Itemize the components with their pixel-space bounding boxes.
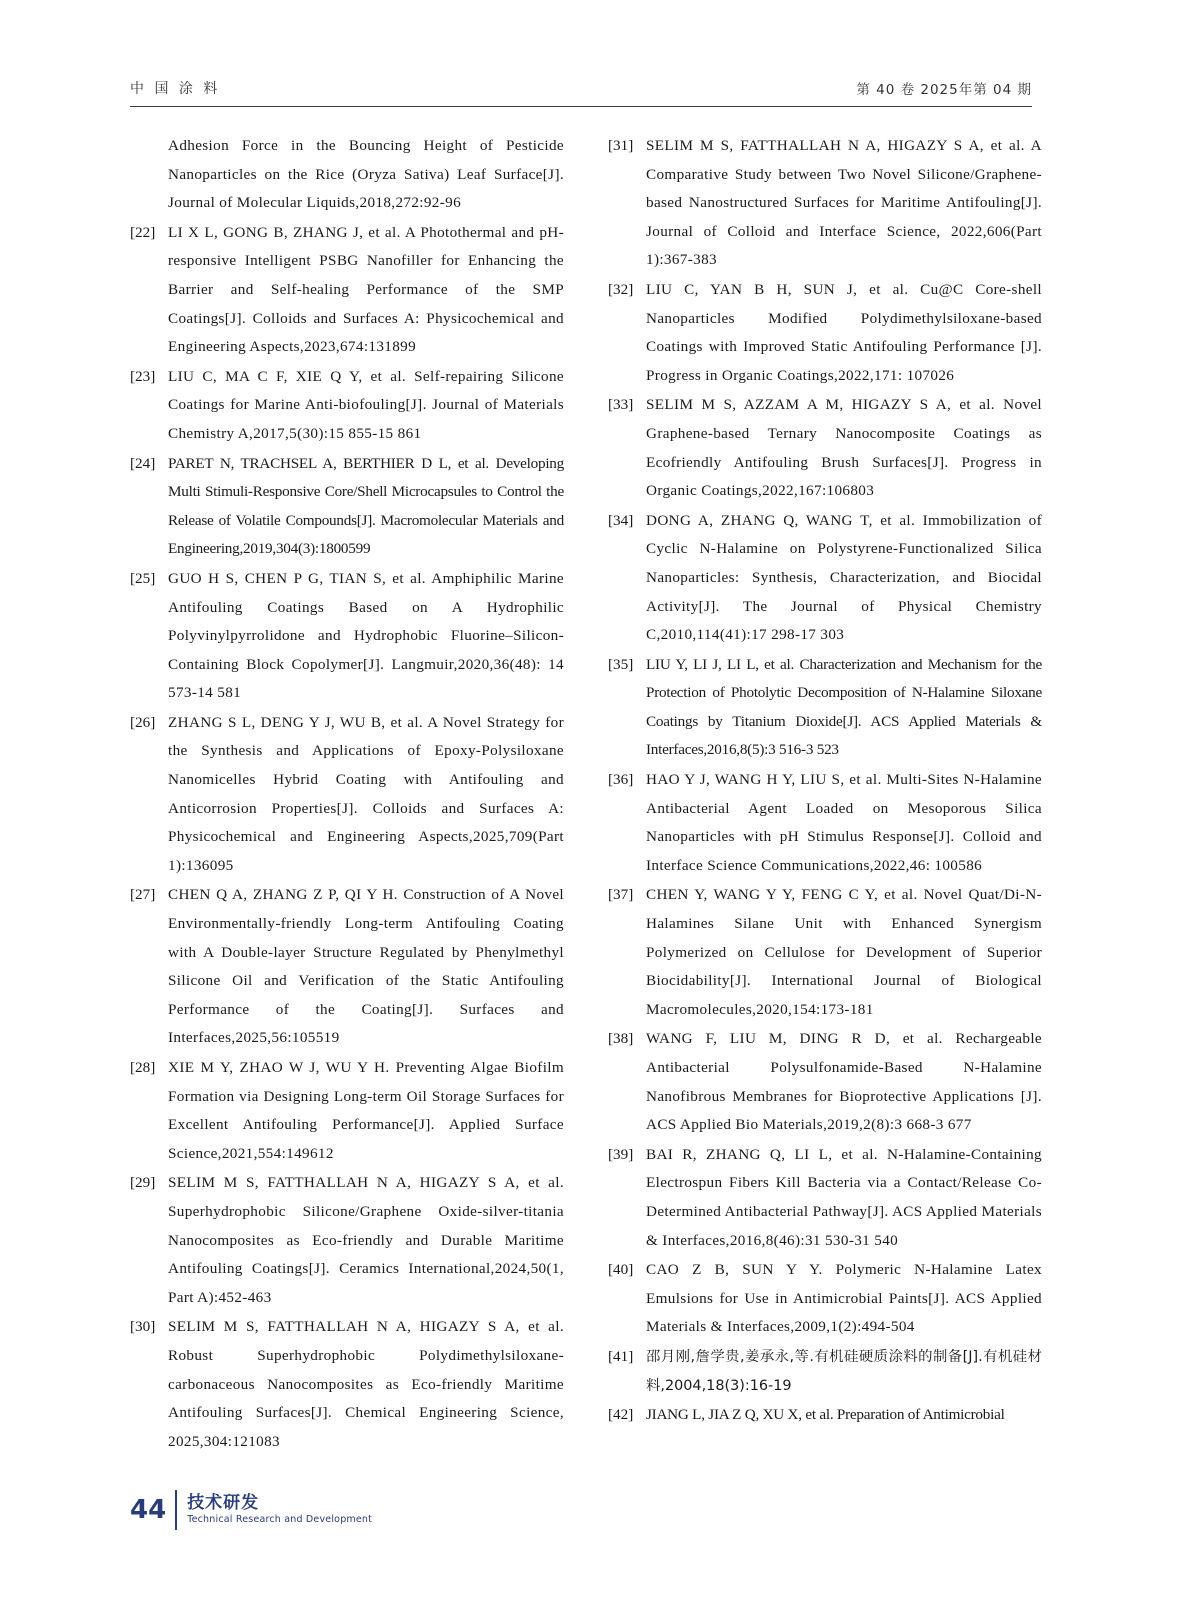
reference-text: LI X L, GONG B, ZHANG J, et al. A Photothermal and pH-responsive Intelligent PSBG Nanofiller for Enhancing the Barrier and Self-healing Performance of the SMP Coatings[J]. Colloids and Surfaces A: Physicochemical and Engineering Aspects,2023,674:131899 [168,223,564,356]
reference-entry [608,1025,1042,1139]
reference-entry [608,391,1042,505]
reference-text: JIANG L, JIA Z Q, XU X, et al. Preparation of Antimicrobial [646,1406,1005,1424]
reference-text: WANG F, LIU M, DING R D, et al. Rechargeable Antibacterial Polysulfonamide-Based N-Halamine Nanofibrous Membranes for Bioprotective Applications [J]. ACS Applied Bio Materials,2019,2(8):3 668-3 677 [646,1030,1042,1134]
footer-section [187,1493,372,1527]
reference-text: DONG A, ZHANG Q, WANG T, et al. Immobilization of Cyclic N-Halamine on Polystyrene-Functionalized Silica Nanoparticles: Synthesis, Characterization, and Biocidal Activity[J]. The Journal of Physical Chemistry C,2010,114(41):17 298-17 303 [646,511,1042,644]
reference-number: [31] [608,137,634,154]
right-column [608,132,1042,1457]
reference-text: GUO H S, CHEN P G, TIAN S, et al. Amphiphilic Marine Antifouling Coatings Based on A Hydrophilic Polyvinylpyrrolidone and Hydrophobic Fluorine–Silicon-Containing Block Copolymer[J]. Langmuir,2020,36(48): 14 573-14 581 [168,569,564,702]
reference-entry [130,1313,564,1456]
reference-number: [30] [130,1318,156,1336]
reference-entry [130,1054,564,1168]
reference-number: [26] [130,713,156,731]
reference-entry [608,881,1042,1024]
reference-number: [38] [608,1030,634,1048]
reference-number: [27] [130,886,156,904]
reference-entry [608,507,1042,650]
reference-text: 邵月刚,詹学贵,姜承永,等.有机硅硬质涂料的制备[J].有机硅材料,2004,18(3):16-19 [646,1348,1042,1394]
reference-entry [130,709,564,881]
reference-entry [608,766,1042,880]
reference-number: [33] [608,396,634,414]
reference-entry [608,651,1042,765]
reference-entry [130,1169,564,1312]
reference-number: [25] [130,569,156,587]
reference-entry [608,1401,1042,1430]
reference-number: [37] [608,886,634,904]
reference-entry [130,219,564,362]
reference-text: LIU C, YAN B H, SUN J, et al. Cu@C Core-shell Nanoparticles Modified Polydimethylsiloxane-based Coatings with Improved Static Antifouling Performance [J]. Progress in Organic Coatings,2022,171: 107026 [646,280,1042,384]
reference-entry [130,450,564,564]
reference-number: [42] [608,1406,634,1424]
reference-number: [32] [608,280,634,298]
page-header [130,78,1032,98]
reference-number: [36] [608,771,634,789]
reference-number: [40] [608,1261,634,1279]
reference-text: CHEN Y, WANG Y Y, FENG C Y, et al. Novel Quat/Di-N-Halamines Silane Unit with Enhanced Synergism Polymerized on Cellulose for Development of Superior Biocidability[J]. International Journal of Biological Macromolecules,2020,154:173-181 [646,886,1042,1018]
reference-text: SELIM M S, AZZAM A M, HIGAZY S A, et al. Novel Graphene-based Ternary Nanocomposite Coatings as Ecofriendly Antifouling Brush Surfaces[J]. Progress in Organic Coatings,2022,167:106803 [646,396,1042,500]
reference-number: [34] [608,511,634,529]
reference-text: BAI R, ZHANG Q, LI L, et al. N-Halamine-Containing Electrospun Fibers Kill Bacteria via a Contact/Release Co-Determined Antibacterial Pathway[J]. ACS Applied Materials & Interfaces,2016,8(46):31 530-31 540 [646,1145,1042,1249]
header-divider [130,106,1032,107]
reference-number: [35] [608,655,634,673]
reference-number: [23] [130,367,156,385]
reference-number: [39] [608,1145,634,1163]
reference-entry [608,132,1042,275]
reference-columns [130,132,1042,1457]
reference-entry [130,132,564,218]
reference-text: CAO Z B, SUN Y Y. Polymeric N-Halamine Latex Emulsions for Use in Antimicrobial Paints[J]. ACS Applied Materials & Interfaces,2009,1(2):494-504 [646,1261,1042,1336]
footer-section-en: Technical Research and Development [187,1514,373,1525]
page-footer [130,1490,372,1530]
left-column [130,132,564,1457]
reference-text: Adhesion Force in the Bouncing Height of Pesticide Nanoparticles on the Rice (Oryza Sativa) Leaf Surface[J]. Journal of Molecular Liquids,2018,272:92-96 [168,137,564,212]
reference-number: [29] [130,1174,156,1192]
reference-text: CHEN Q A, ZHANG Z P, QI Y H. Construction of A Novel Environmentally-friendly Long-term Antifouling Coating with A Double-layer Structure Regulated by Phenylmethyl Silicone Oil and Verification of the Static Antifouling Performance of the Coating[J]. Surfaces and Interfaces,2025,56:105519 [168,886,564,1047]
reference-text: LIU C, MA C F, XIE Q Y, et al. Self-repairing Silicone Coatings for Marine Anti-biofouling[J]. Journal of Materials Chemistry A,2017,5(30):15 855-15 861 [168,367,564,442]
reference-entry [130,363,564,449]
journal-name: 中 国 涂 料 [130,81,221,97]
reference-entry [130,565,564,708]
reference-number: [24] [130,454,156,472]
reference-entry [608,1343,1042,1400]
reference-text: XIE M Y, ZHAO W J, WU Y H. Preventing Algae Biofilm Formation via Designing Long-term Oil Storage Surfaces for Excellent Antifouling Performance[J]. Applied Surface Science,2021,554:149612 [168,1059,564,1162]
reference-text: SELIM M S, FATTHALLAH N A, HIGAZY S A, et al. A Comparative Study between Two Novel Silicone/Graphene-based Nanostructured Surfaces for Maritime Antifouling[J]. Journal of Colloid and Interface Science, 2022,606(Part 1):367-383 [646,137,1042,269]
reference-entry [608,1141,1042,1255]
reference-text: HAO Y J, WANG H Y, LIU S, et al. Multi-Sites N-Halamine Antibacterial Agent Loaded on Mesoporous Silica Nanoparticles with pH Stimulus Response[J]. Colloid and Interface Science Communications,2022,46: 100586 [646,771,1042,874]
reference-text: ZHANG S L, DENG Y J, WU B, et al. A Novel Strategy for the Synthesis and Applications of Epoxy-Polysiloxane Nanomicelles Hybrid Coating with Antifouling and Anticorrosion Properties[J]. Colloids and Surfaces A: Physicochemical and Engineering Aspects,2025,709(Part 1):136095 [168,713,564,874]
issue-info: 第 40 卷 2025年第 04 期 [856,82,1032,98]
reference-text: LIU Y, LI J, LI L, et al. Characterization and Mechanism for the Protection of Photolytic Decomposition of N-Halamine Siloxane Coatings by Titanium Dioxide[J]. ACS Applied Materials & Interfaces,2016,8(5):3 516-3 523 [646,655,1042,759]
footer-section-cn: 技术研发 [187,1493,260,1513]
reference-entry [608,276,1042,390]
reference-number: [22] [130,223,156,241]
reference-text: SELIM M S, FATTHALLAH N A, HIGAZY S A, et al. Superhydrophobic Silicone/Graphene Oxide-silver-titania Nanocomposites as Eco-friendly and Durable Maritime Antifouling Coatings[J]. Ceramics International,2024,50(1, Part A):452-463 [168,1174,564,1306]
reference-entry [608,1256,1042,1342]
footer-divider [175,1490,177,1530]
reference-number: [41] [608,1347,634,1365]
reference-entry [130,881,564,1053]
reference-text: SELIM M S, FATTHALLAH N A, HIGAZY S A, et al. Robust Superhydrophobic Polydimethylsiloxane-carbonaceous Nanocomposites as Eco-friendly Maritime Antifouling Surfaces[J]. Chemical Engineering Science, 2025,304:121083 [168,1318,564,1450]
reference-number: [28] [130,1059,156,1076]
page-number: 44 [130,1495,167,1525]
reference-text: PARET N, TRACHSEL A, BERTHIER D L, et al. Developing Multi Stimuli-Responsive Core/Shell Microcapsules to Control the Release of Volatile Compounds[J]. Macromolecular Materials and Engineering,2019,304(3):1800599 [168,454,564,558]
